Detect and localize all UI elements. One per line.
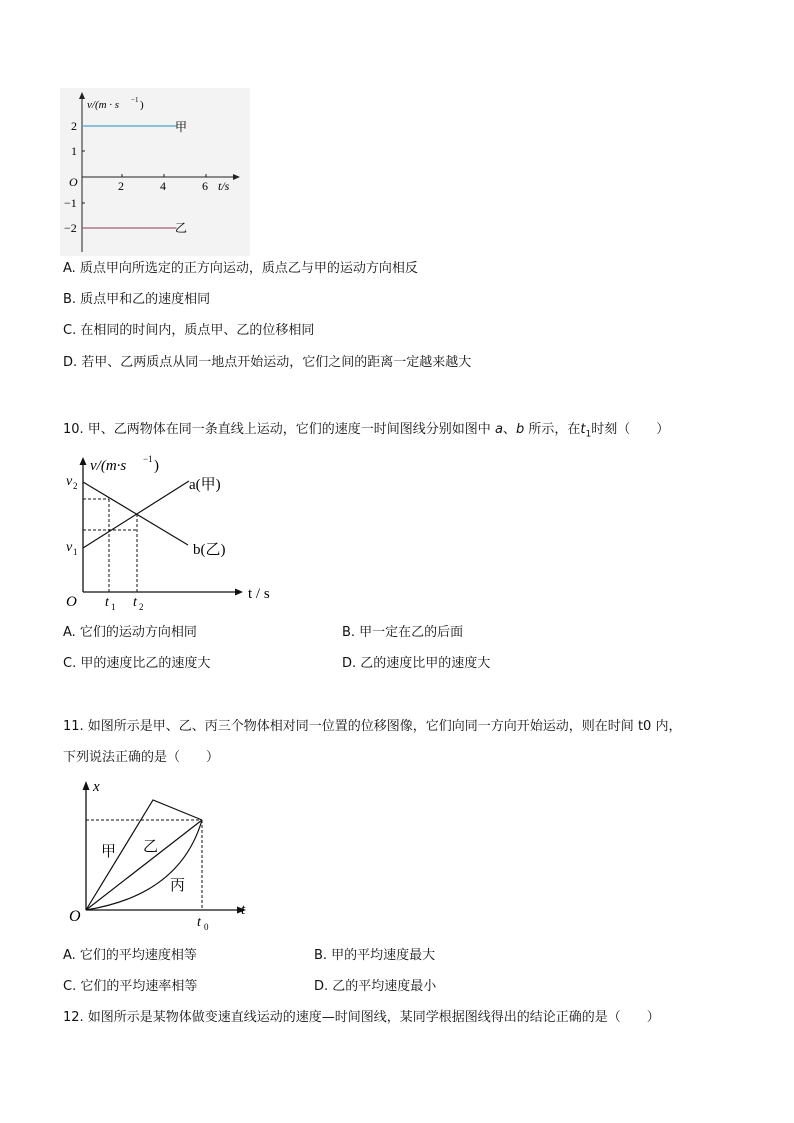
y-axis-label-exponent: −1 <box>131 96 139 104</box>
q10-option-a[interactable]: A. 它们的运动方向相同 <box>63 625 197 640</box>
q12-stem: 12. 如图所示是某物体做变速直线运动的速度—时间图线，某同学根据图线得出的结论正确的是（ ） <box>63 1010 660 1025</box>
label-bing: 丙 <box>170 876 186 894</box>
q11-option-c[interactable]: C. 它们的平均速率相等 <box>63 979 198 994</box>
q10-stem-mid: 、 <box>502 422 516 437</box>
v1-label: v <box>66 540 73 555</box>
q11-option-a[interactable]: A. 它们的平均速度相等 <box>63 948 197 963</box>
label-b-yi: b(乙) <box>193 542 226 558</box>
x-tick-label-2: 2 <box>118 179 124 193</box>
series-label-jia: 甲 <box>175 120 188 134</box>
q11-option-b[interactable]: B. 甲的平均速度最大 <box>314 948 436 963</box>
q10-stem-part-a: 10. 甲、乙两物体在同一条直线上运动，它们的速度一时间图线分别如图中 <box>63 422 491 437</box>
origin-label: O <box>69 175 78 189</box>
origin-label: O <box>69 908 81 925</box>
y-tick-label-2: 2 <box>71 119 77 133</box>
x-tick-label-6: 6 <box>202 179 208 193</box>
y-axis-label: v/(m · s <box>87 99 120 111</box>
y-axis-label: x <box>93 779 100 795</box>
y-axis-label: v/(m·s <box>90 458 127 474</box>
t1-label-sub: 1 <box>111 602 116 612</box>
x-axis-label: t/s <box>218 179 230 193</box>
t2-label: t <box>133 595 137 610</box>
y-axis-label-exponent: −1 <box>143 454 153 464</box>
q10-stem-part-b: 所示，在 <box>524 422 581 437</box>
t0-label-sub: 0 <box>204 922 209 932</box>
v2-label: v <box>66 474 73 489</box>
q9-option-a[interactable]: A. 质点甲向所选定的正方向运动，质点乙与甲的运动方向相反 <box>63 261 418 276</box>
line-yi <box>86 820 202 910</box>
q10-option-c[interactable]: C. 甲的速度比乙的速度大 <box>63 656 211 671</box>
label-yi: 乙 <box>143 837 159 855</box>
t1-label: t <box>105 595 109 610</box>
q10-stem-var-t: t <box>580 422 586 437</box>
velocity-time-graph-1 <box>60 88 250 256</box>
velocity-time-graph-2 <box>60 452 290 614</box>
q9-option-b[interactable]: B. 质点甲和乙的速度相同 <box>63 292 211 307</box>
y-tick-label-neg1: −1 <box>64 196 77 210</box>
q11-stem-line1: 11. 如图所示是甲、乙、丙三个物体相对同一位置的位移图像，它们向同一方向开始运动，则在时间 t0 内， <box>63 719 682 734</box>
t0-label: t <box>197 915 201 930</box>
q9-option-d[interactable]: D. 若甲、乙两质点从同一地点开始运动，它们之间的距离一定越来越大 <box>63 355 472 370</box>
q10-option-d[interactable]: D. 乙的速度比甲的速度大 <box>342 656 491 671</box>
y-tick-label-1: 1 <box>71 144 77 158</box>
origin-label: O <box>66 594 77 610</box>
q10-option-b[interactable]: B. 甲一定在乙的后面 <box>342 625 464 640</box>
q11-option-d[interactable]: D. 乙的平均速度最小 <box>314 979 437 994</box>
v1-label-sub: 1 <box>73 547 78 557</box>
q11-stem-line2: 下列说法正确的是（ ） <box>63 750 220 765</box>
label-jia: 甲 <box>101 842 117 860</box>
x-tick-label-4: 4 <box>160 179 166 193</box>
q10-stem-part-c: 时刻（ ） <box>591 422 670 437</box>
x-axis-label: t / s <box>248 586 270 602</box>
y-axis-label-close: ) <box>140 99 144 111</box>
label-a-jia: a(甲) <box>189 477 221 493</box>
q9-option-c[interactable]: C. 在相同的时间内，质点甲、乙的位移相同 <box>63 323 315 338</box>
v2-label-sub: 2 <box>73 481 78 491</box>
q10-stem <box>63 421 669 444</box>
q10-stem-var-b: b <box>515 422 525 437</box>
displacement-time-graph <box>60 775 260 935</box>
q10-stem-sub: 1 <box>585 429 592 440</box>
q10-stem-var-a: a <box>494 422 503 437</box>
y-axis-label-close: ) <box>154 458 159 474</box>
y-tick-label-neg2: −2 <box>64 221 77 235</box>
series-label-yi: 乙 <box>175 221 188 235</box>
x-axis-label: t <box>241 902 246 918</box>
t2-label-sub: 2 <box>139 602 144 612</box>
